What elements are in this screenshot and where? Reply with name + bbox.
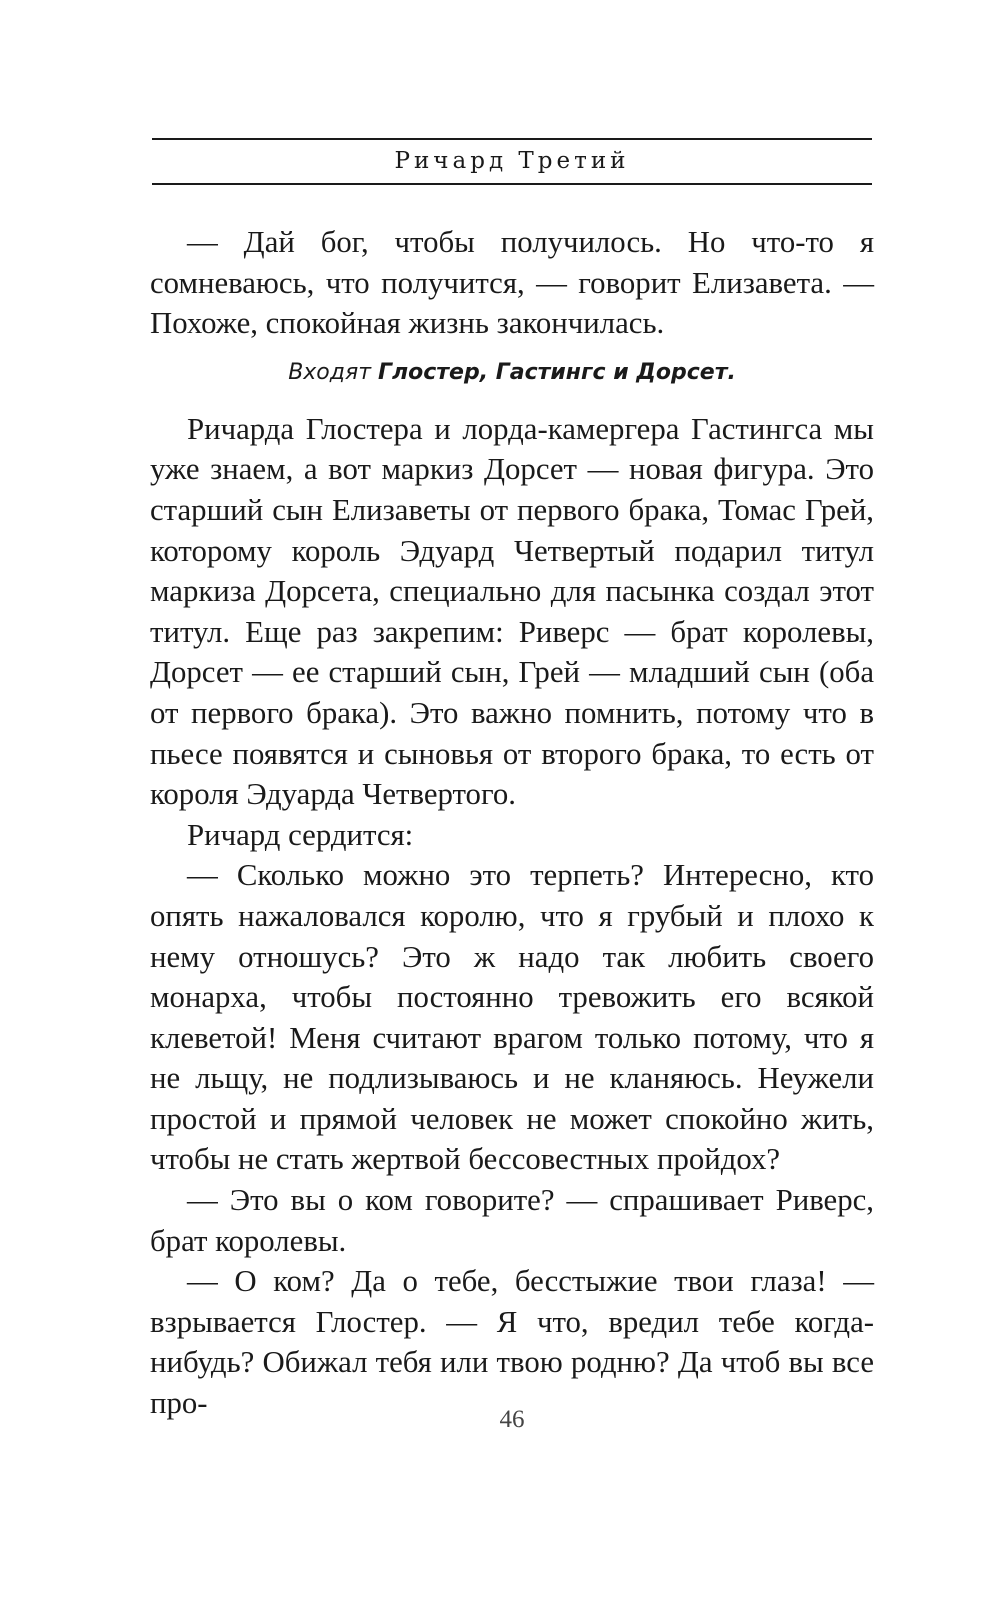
page-number: 46	[499, 1406, 525, 1433]
paragraph-dialogue-gloucester: — О ком? Да о тебе, бесстыжие твои глаза! — взрывается Глостер. — Я что, вредил тебе когда-нибудь? Обижал тебя или твою родню? Да чтоб вы все про-	[150, 1264, 874, 1421]
paragraph-dialogue-rivers: — Это вы о ком говорите? — спрашивает Риверс, брат королевы.	[150, 1183, 874, 1258]
running-head: Ричард Третий	[394, 148, 630, 174]
stage-direction-names: Глостер, Гастингс и Дорсет.	[378, 359, 736, 385]
paragraph-dialogue-elizabeth: — Дай бог, чтобы получилось. Но что-то я сомневаюсь, что получится, — говорит Елизавета. — Похоже, спокойная жизнь закончилась.	[150, 225, 874, 341]
stage-direction-prefix: Входят	[288, 359, 379, 385]
paragraph-dialogue-richard: — Сколько можно это терпеть? Интересно, кто опять нажаловался королю, что я грубый и плохо к нему отношусь? Это ж надо так любить своего монарха, чтобы постоянно тревожить его всякой клеветой! Меня считают врагом только потому, что я не льщу, не подлизываюсь и не кланяюсь. Неужели простой и прямой человек не может спокойно жить, чтобы не стать жертвой бессовестных пройдох?	[150, 858, 874, 1177]
body-text	[150, 222, 874, 1424]
header-rule-bottom	[152, 183, 872, 185]
stage-direction	[150, 356, 874, 390]
paragraph-richard-angry: Ричард сердится:	[187, 817, 414, 852]
header-rule-top	[152, 138, 872, 140]
paragraph-commentary-dorset: Ричарда Глостера и лорда-камергера Гастингса мы уже знаем, а вот маркиз Дорсет — новая фигура. Это старший сын Елизаветы от первого брака, Томас Грей, которому король Эдуард Четвертый подарил титул маркиза Дорсета, специально для пасынка создал этот титул. Еще раз закрепим: Риверс — брат королевы, Дорсет — ее старший сын, Грей — младший сын (оба от первого брака). Это важно помнить, потому что в пьесе появятся и сыновья от второго брака, то есть от короля Эдуарда Четвертого.	[150, 411, 874, 812]
